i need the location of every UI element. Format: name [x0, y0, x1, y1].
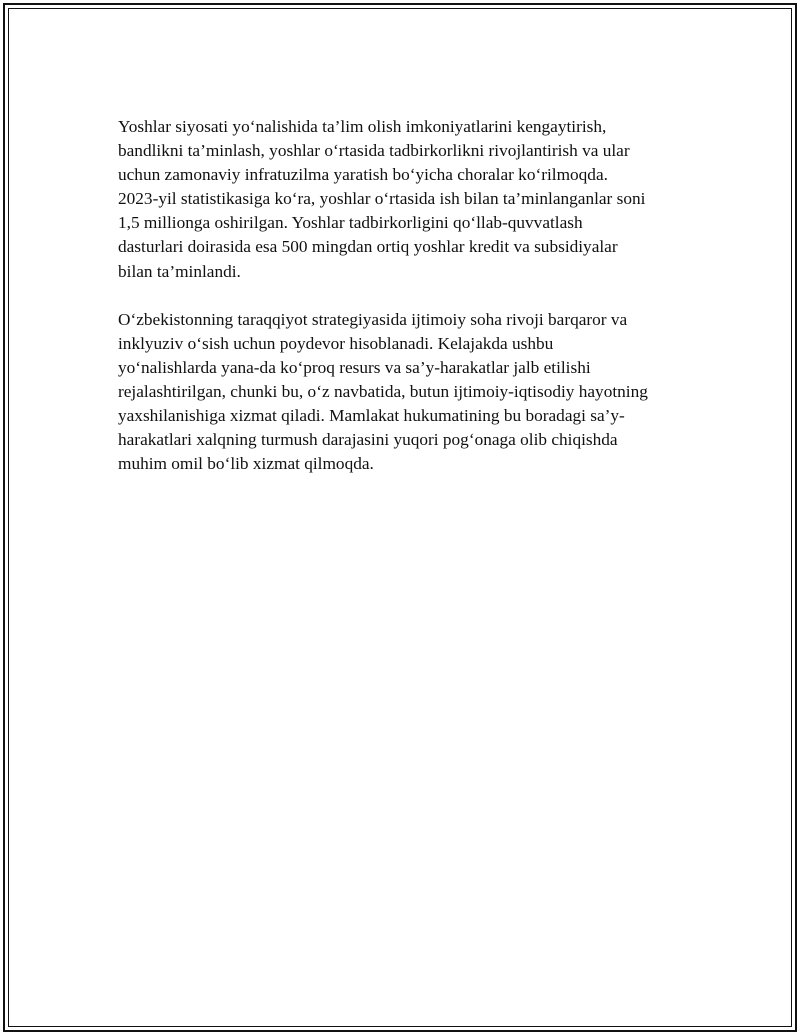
paragraph-line: Yoshlar siyosati yo‘nalishida ta’lim olish imkoniyatlarini kengaytirish,: [118, 117, 607, 136]
document-body: [118, 115, 698, 500]
paragraph-line: dasturlari doirasida esa 500 mingdan ortiq yoshlar kredit va subsidiyalar: [118, 237, 618, 257]
paragraph-line: O‘zbekistonning taraqqiyot strategiyasida ijtimoiy soha rivoji barqaror va: [118, 309, 628, 329]
paragraph-line: 1,5 millionga oshirilgan. Yoshlar tadbirkorligini qo‘llab-quvvatlash: [118, 213, 583, 233]
paragraph-2: [118, 308, 698, 477]
paragraph-line: harakatlari xalqning turmush darajasini yuqori pog‘onaga olib chiqishda: [118, 430, 618, 450]
paragraph-line: uchun zamonaviy infratuzilma yaratish bo‘yicha choralar ko‘rilmoqda.: [118, 165, 608, 185]
paragraph-line: yo‘nalishlarda yana-da ko‘proq resurs va sa’y-harakatlar jalb etilishi: [118, 357, 591, 377]
paragraph-line: 2023-yil statistikasiga ko‘ra, yoshlar o‘rtasida ish bilan ta’minlanganlar soni: [118, 189, 646, 209]
paragraph-line: yaxshilanishiga xizmat qiladi. Mamlakat hukumatining bu boradagi sa’y-: [118, 406, 625, 426]
paragraph-line: inklyuziv o‘sish uchun poydevor hisoblanadi. Kelajakda ushbu: [118, 333, 554, 353]
paragraph-line: bandlikni ta’minlash, yoshlar o‘rtasida tadbirkorlikni rivojlantirish va ular: [118, 141, 630, 161]
paragraph-1: [118, 115, 698, 284]
paragraph-line: bilan ta’minlandi.: [118, 261, 241, 281]
paragraph-line: rejalashtirilgan, chunki bu, o‘z navbatida, butun ijtimoiy-iqtisodiy hayotning: [118, 381, 648, 401]
paragraph-line: muhim omil bo‘lib xizmat qilmoqda.: [118, 454, 374, 474]
